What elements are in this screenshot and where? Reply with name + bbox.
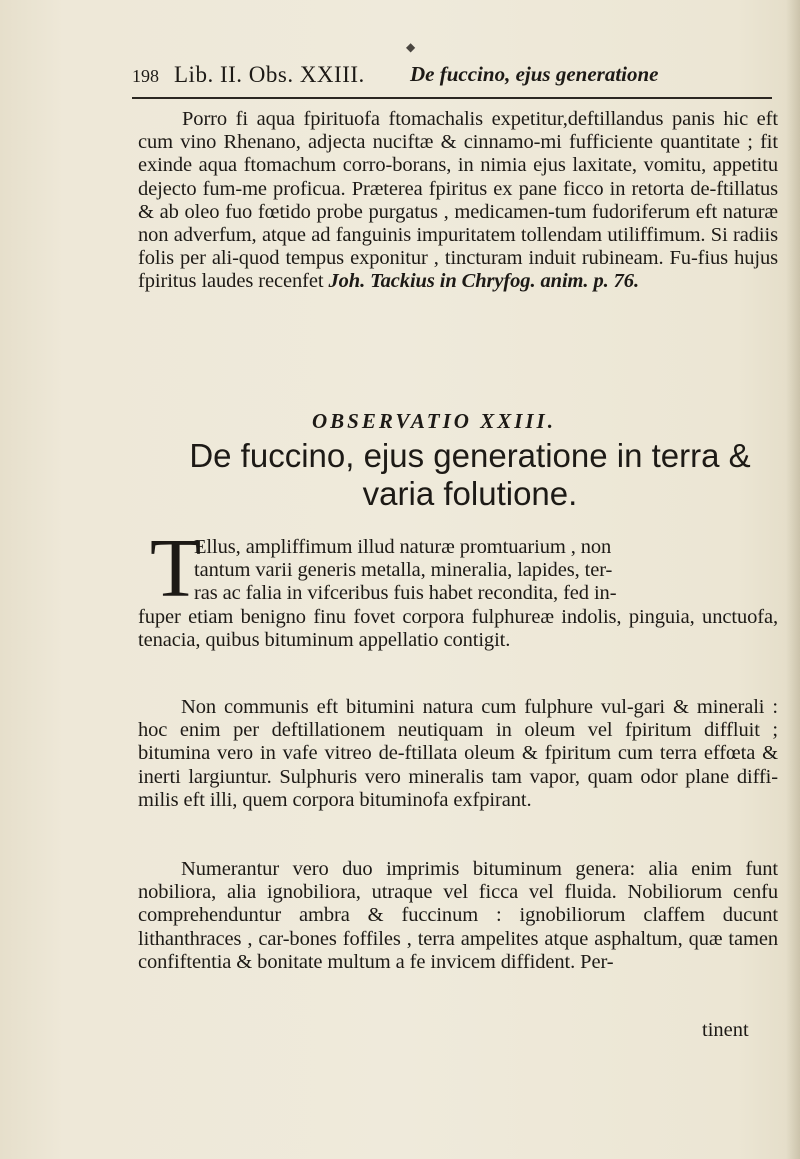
drop-cap: T — [150, 522, 202, 615]
ornament-mark: ◆ — [406, 40, 416, 54]
heading-line-2: varia folutione. — [362, 475, 578, 512]
paragraph-4: Numerantur vero duo imprimis bituminum genera: alia enim funt nobiliora, alia ignobiliora, utraque vel ficca vel fluida. Nobiliorum cenfu comprehenduntur ambra & fuccinum : ignobiliorum claffem ducunt lithanthraces , car-bones foffiles , terra ampelites atque asphaltum, quæ tamen confiftentia & bonitate multum a fe invicem diffident. Per- — [138, 858, 778, 973]
paragraph-2-line-2: tantum varii generis metalla, mineralia, lapides, ter- — [194, 559, 613, 582]
book-reference: Lib. II. Obs. XXIII. — [174, 62, 365, 87]
citation: Joh. Tackius in Chryfog. anim. p. 76. — [328, 270, 639, 293]
paragraph-2 — [138, 522, 778, 652]
paragraph-2-line-3: ras ac falia in vifceribus fuis habet recondita, fed in- — [194, 582, 617, 605]
observation-label: OBSERVATIO XXIII. — [312, 409, 556, 433]
chapter-heading — [150, 437, 790, 513]
heading-line-1: De fuccino, ejus generatione in terra & — [189, 437, 751, 474]
running-header — [132, 62, 772, 94]
header-rule — [132, 97, 772, 99]
paragraph-1 — [138, 108, 778, 294]
page-edge-shadow — [786, 0, 800, 1159]
paragraph-3: Non communis eft bitumini natura cum fulphure vul-gari & minerali : hoc enim per deftillationem neutiquam in oleum vel fpiritum diffluit ; bitumina vero in vafe vitreo de-ftillata oleum & fpiritum cum terra effœta & inerti largiuntur. Sulphuris vero mineralis tam vapor, quam odor plane diffi-milis eft illi, quem corpora bituminofa exfpirant. — [138, 696, 778, 811]
page-number: 198 — [132, 66, 159, 86]
catchword: tinent — [702, 1019, 749, 1041]
paragraph-2-line-1: Ellus, ampliffimum illud naturæ promtuarium , non — [194, 536, 612, 558]
running-title: De fuccino, ejus generatione — [410, 62, 659, 86]
paragraph-1-text: Porro fi aqua fpirituofa ftomachalis expetitur,deftillandus panis hic eft cum vino Rhenano, adjecta nuciftæ & cinnamo-mi fufficiente quantitate ; fit exinde aqua ftomachum corro-borans, in nimia ejus laxitate, vomitu, appetitu dejecto fum-me proficua. Præterea fpiritus ex pane ficco in retorta de-ftillatus & ab oleo fuo fœtido probe purgatus , medicamen-tum fudoriferum eft naturæ non adverfum, atque ad fanguinis impuritatem tollendam utiliffimum. Si radiis folis per ali-quod tempus exponitur , tincturam induit rubineam. Fu-fius hujus fpiritus laudes recenfet — [138, 108, 778, 293]
paragraph-2-rest: fuper etiam benigno finu fovet corpora fulphureæ indolis, pinguia, unctuofa, tenacia, quibus bituminum appellatio contigit. — [138, 605, 778, 651]
